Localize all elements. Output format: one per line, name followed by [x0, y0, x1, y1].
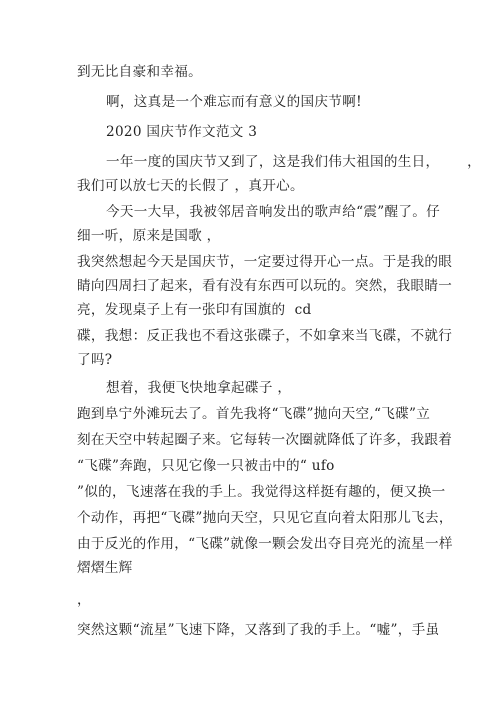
- text-line-8: 睛向四周扫了起来，看有没有东西可以玩的。突然，我眼睛一: [77, 278, 453, 294]
- text-line-20: ，: [77, 592, 91, 608]
- section-heading: 2020 国庆节作文范文 3: [106, 124, 258, 140]
- text-line-10: 碟，我想：反正我也不看这张碟子，不如拿来当飞碟，不就行: [77, 328, 453, 344]
- text-line-21: 突然这颗“流星”飞速下降，又落到了我的手上。“嘘”，手虽: [77, 622, 440, 638]
- text-line-7: 我突然想起今天是国庆节，一定要过得开心一点。于是我的眼: [77, 254, 453, 270]
- text-line-11: 了吗?: [77, 352, 113, 368]
- text-line-5: 今天一大早，我被邻居音响发出的歌声给“震”醒了。仔: [106, 204, 441, 220]
- text-line-1: 到无比自豪和幸福。: [77, 64, 203, 80]
- text-line-6: 细一听，原来是国歌 ，: [77, 228, 221, 244]
- text-line-16: ”似的，飞速落在我的手上。我觉得这样挺有趣的，便又换一: [77, 484, 446, 500]
- text-line-4: 我们可以放七天的长假了 ，真开心。: [77, 178, 304, 194]
- text-line-3: 一年一度的国庆节又到了，这是我们伟大祖国的生日， ，: [106, 154, 482, 170]
- text-line-18: 由于反光的作用，“飞碟”就像一颗会发出夺目亮光的流星一样: [77, 536, 453, 552]
- text-line-14: 刻在天空中转起圈子来。它每转一次圈就降低了许多，我跟着: [77, 432, 453, 448]
- text-line-15: “飞碟”奔跑，只见它像一只被击中的“ ufo: [77, 458, 335, 474]
- text-line-17: 个动作，再把“飞碟”抛向天空，只见它直向着太阳那儿飞去，: [77, 510, 453, 526]
- text-line-12: 想着，我便飞快地拿起碟子 ，: [106, 380, 292, 396]
- text-line-9: 亮，发现桌子上有一张印有国旗的 cd: [77, 302, 312, 318]
- text-line-19: 熠熠生辉: [77, 560, 133, 576]
- text-line-2: 啊，这真是一个难忘而有意义的国庆节啊!: [106, 94, 362, 110]
- text-line-13: 跑到阜宁外滩玩去了。首先我将“飞碟”抛向天空,“飞碟”立: [77, 406, 431, 422]
